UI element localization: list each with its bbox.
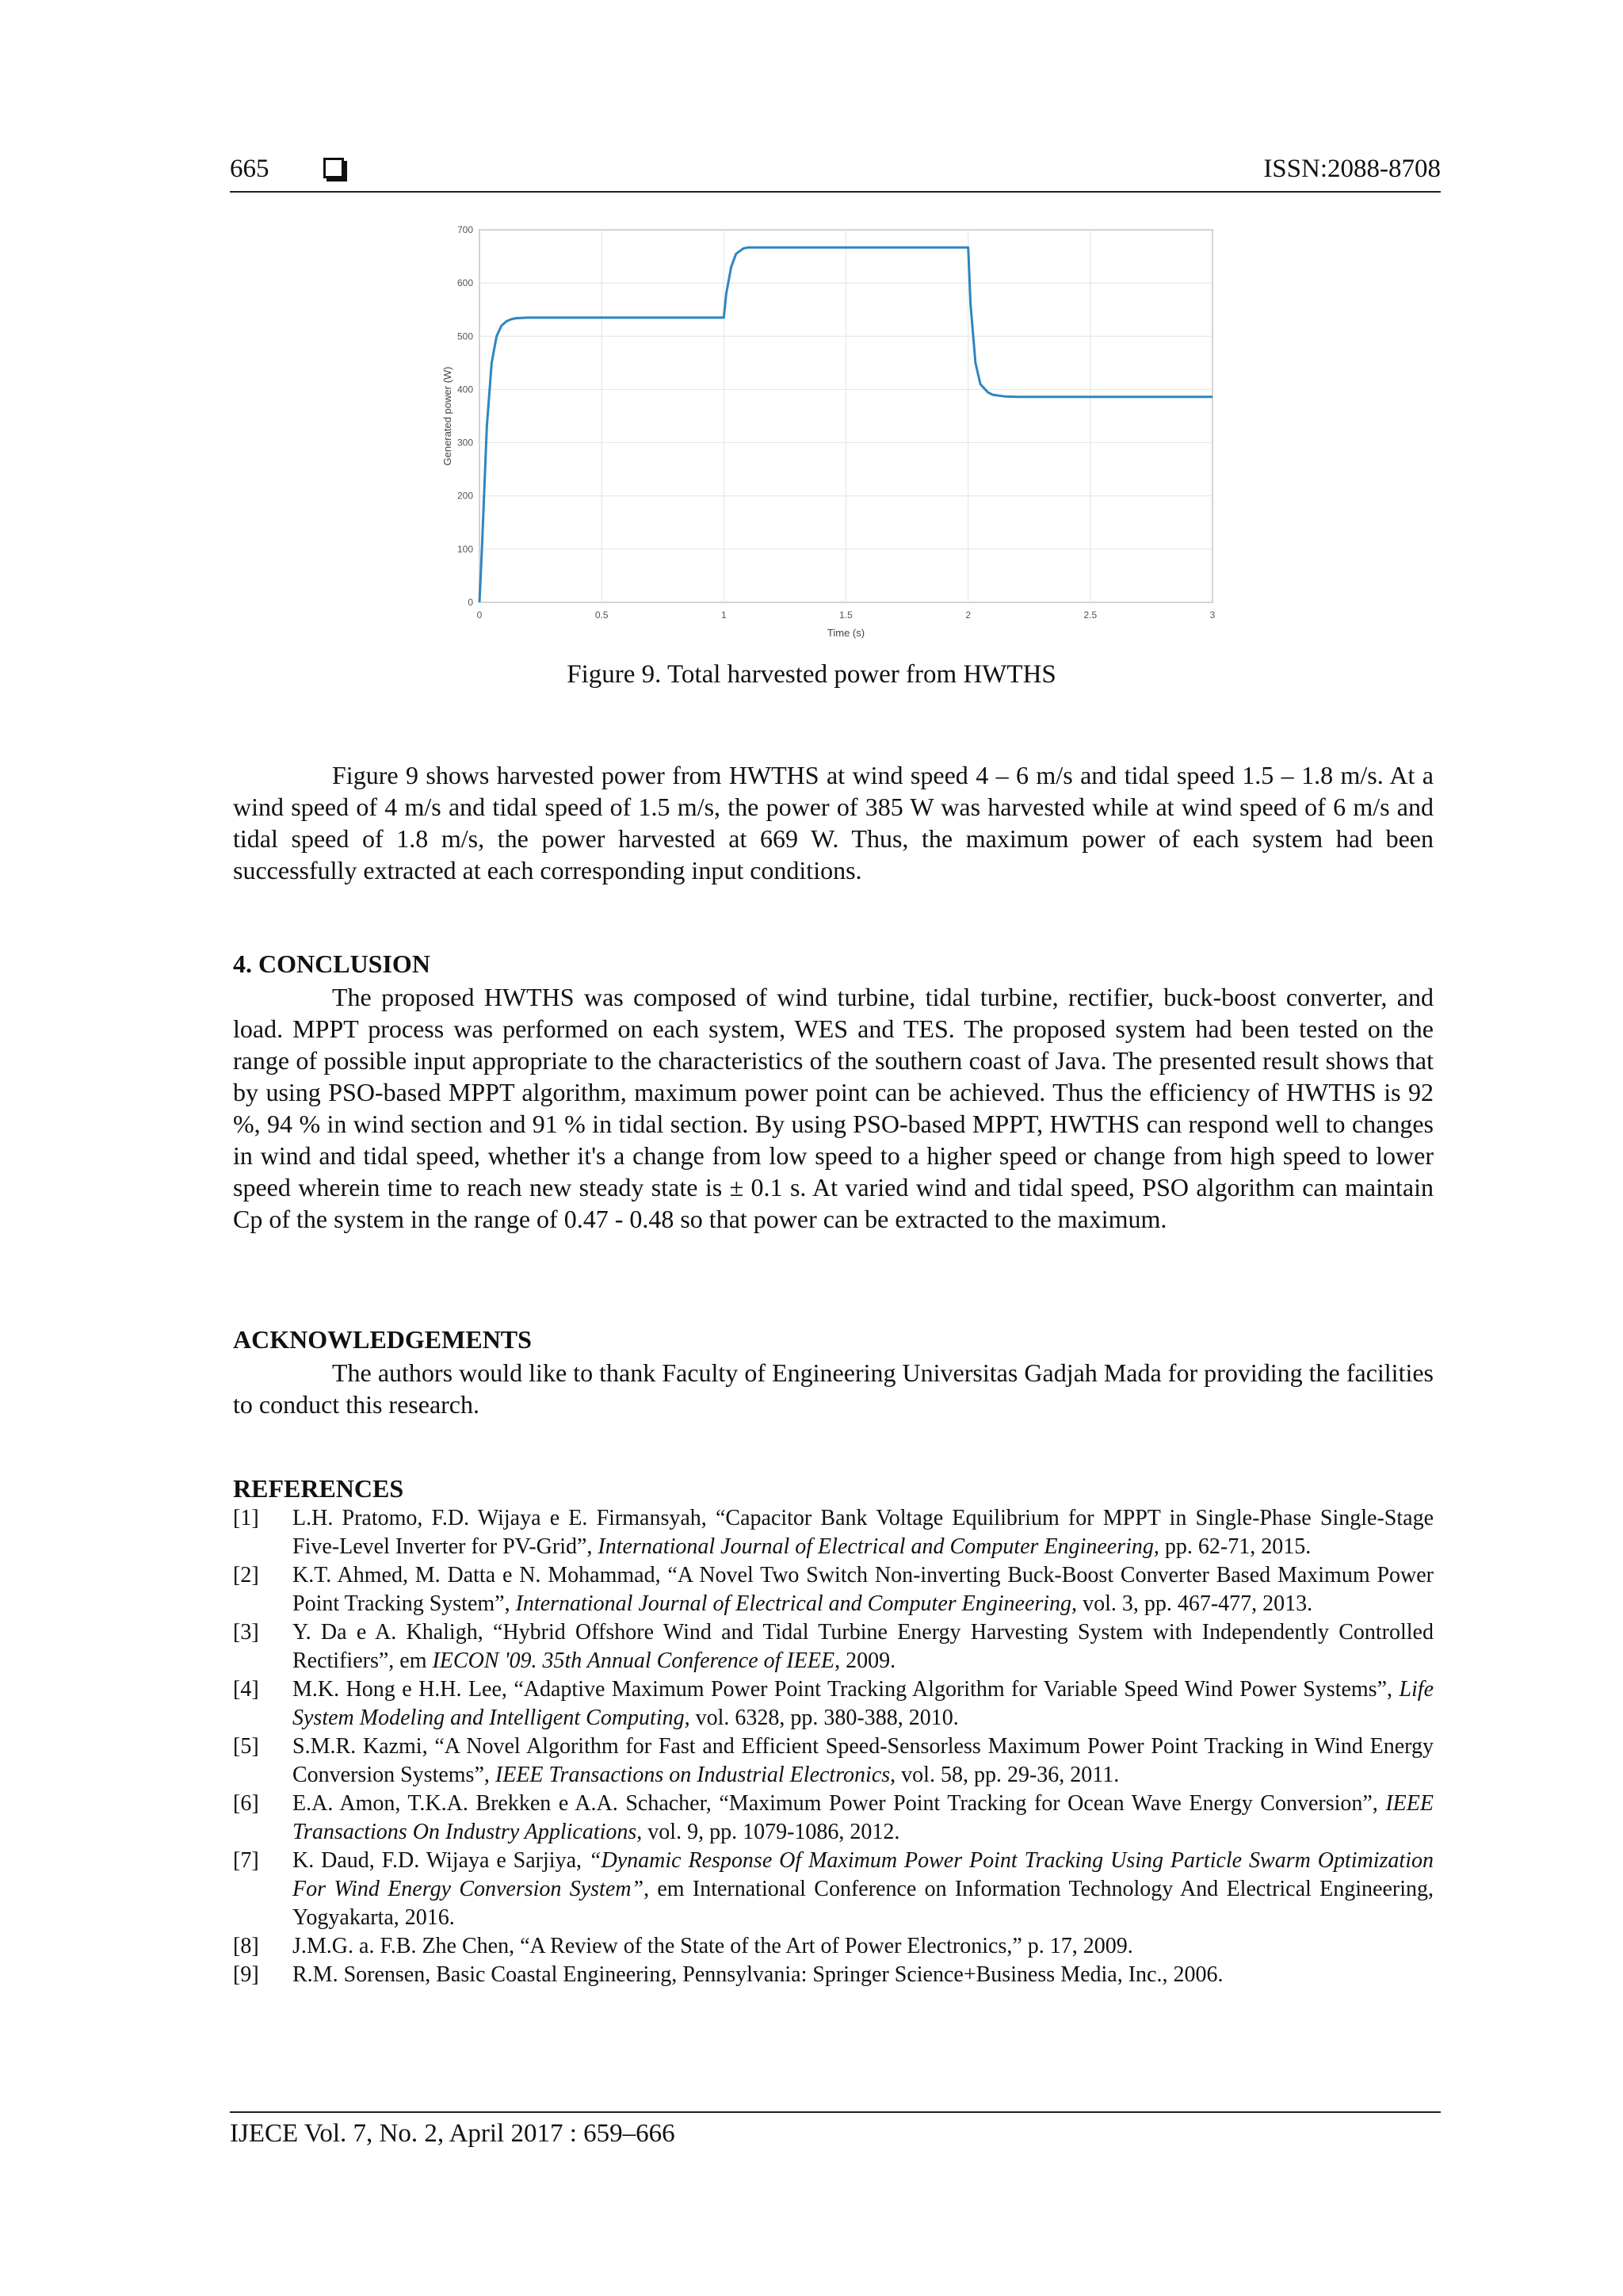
y-tick-label: 200 [456, 490, 473, 502]
y-tick-label: 100 [456, 543, 473, 555]
reference-number: [7] [233, 1848, 259, 1873]
reference-details: pp. 62-71, 2015. [1159, 1534, 1312, 1559]
y-tick-label: 700 [456, 224, 473, 235]
reference-item [233, 1790, 1434, 1847]
reference-details: , 2009. [834, 1648, 896, 1673]
checkbox-square-icon [323, 158, 344, 178]
x-tick-label: 3 [1209, 609, 1216, 621]
reference-item [233, 1932, 1434, 1961]
figure-caption: Figure 9. Total harvested power from HWTHS [567, 660, 1056, 689]
y-tick-label: 300 [456, 437, 473, 449]
issn: ISSN:2088-8708 [1263, 155, 1441, 183]
reference-details: , em International Conference on Information Technology And Electrical Engineering, Yogyakarta, 2016. [292, 1877, 1434, 1930]
reference-source: Life System Modeling and Intelligent Computing, [292, 1677, 1434, 1730]
reference-details: vol. 9, pp. 1079-1086, 2012. [642, 1820, 900, 1844]
reference-text: R.M. Sorensen, Basic Coastal Engineering, Pennsylvania: Springer Science+Business Media, Inc., 2006. [292, 1962, 1224, 1987]
acknowledgements-heading: ACKNOWLEDGEMENTS [233, 1325, 532, 1354]
reference-number: [4] [233, 1677, 259, 1702]
x-tick-label: 2 [965, 609, 972, 621]
reference-source: IECON '09. 35th Annual Conference of IEEE [432, 1648, 835, 1673]
references-list [233, 1504, 1434, 1989]
y-tick-label: 0 [468, 597, 473, 608]
reference-text: E.A. Amon, T.K.A. Brekken e A.A. Schacher, “Maximum Power Point Tracking for Ocean Wave Energy Conversion”, [292, 1791, 1386, 1816]
y-tick-label: 400 [456, 384, 473, 395]
y-axis-label: Generated power (W) [441, 366, 453, 466]
references-heading: REFERENCES [233, 1474, 404, 1503]
reference-details: vol. 58, pp. 29-36, 2011. [896, 1763, 1120, 1787]
reference-number: [5] [233, 1734, 259, 1759]
reference-source: International Journal of Electrical and Computer Engineering, [515, 1591, 1078, 1616]
page-number: 665 [230, 155, 269, 183]
page-footer: IJECE Vol. 7, No. 2, April 2017 : 659–666 [230, 2111, 1441, 2149]
reference-source: “Dynamic Response Of Maximum Power Point Tracking Using Particle Swarm Optimization For Wind Energy Conversion System” [292, 1848, 1434, 1901]
reference-text: J.M.G. a. F.B. Zhe Chen, “A Review of the State of the Art of Power Electronics,” p. 17, 2009. [292, 1934, 1133, 1958]
reference-item [233, 1733, 1434, 1790]
reference-item [233, 1961, 1434, 1989]
reference-number: [8] [233, 1934, 259, 1958]
y-tick-label: 600 [456, 277, 473, 289]
reference-details: vol. 6328, pp. 380-388, 2010. [689, 1706, 959, 1730]
reference-text: S.M.R. Kazmi, “A Novel Algorithm for Fast and Efficient Speed-Sensorless Maximum Power Point Tracking in Wind Energy Conversion Systems”, [292, 1734, 1434, 1787]
reference-number: [1] [233, 1506, 259, 1530]
reference-item [233, 1504, 1434, 1561]
power-chart [432, 218, 1224, 646]
reference-item [233, 1561, 1434, 1618]
x-axis-label: Time (s) [827, 627, 865, 639]
acknowledgements-paragraph: The authors would like to thank Faculty of Engineering Universitas Gadjah Mada for providing the facilities to conduct this research. [233, 1358, 1434, 1419]
reference-text: L.H. Pratomo, F.D. Wijaya e E. Firmansyah, “Capacitor Bank Voltage Equilibrium for MPPT in Single-Phase Single-Stage Five-Level Inverter for PV-Grid”, [292, 1506, 1434, 1559]
reference-source: International Journal of Electrical and Computer Engineering, [598, 1534, 1159, 1559]
reference-item [233, 1675, 1434, 1733]
conclusion-heading: 4. CONCLUSION [233, 949, 430, 978]
page-header [230, 155, 1441, 193]
x-tick-label: 0 [476, 609, 483, 621]
reference-text: Y. Da e A. Khaligh, “Hybrid Offshore Wind and Tidal Turbine Energy Harvesting System with Independently Controlled Rectifiers”, em [292, 1620, 1434, 1673]
reference-text: K.T. Ahmed, M. Datta e N. Mohammad, “A Novel Two Switch Non-inverting Buck-Boost Converter Based Maximum Power Point Tracking System”, [292, 1563, 1434, 1616]
reference-source: IEEE Transactions On Industry Applications, [292, 1791, 1434, 1844]
reference-number: [2] [233, 1563, 259, 1587]
reference-text: K. Daud, F.D. Wijaya e Sarjiya, [292, 1848, 589, 1873]
x-tick-label: 1 [720, 609, 727, 621]
conclusion-paragraph: The proposed HWTHS was composed of wind turbine, tidal turbine, rectifier, buck-boost converter, and load. MPPT process was performed on each system, WES and TES. The proposed system had been tested on the range of possible input appropriate to the characteristics of the southern coast of Java. The presented result shows that by using PSO-based MPPT algorithm, maximum power point can be achieved. Thus the efficiency of HWTHS is 92 %, 94 % in wind section and 91 % in tidal section. By using PSO-based MPPT, HWTHS can respond well to changes in wind and tidal speed, whether it's a change from low speed to a higher speed or change from high speed to lower speed wherein time to reach new steady state is ± 0.1 s. At varied wind and tidal speed, PSO algorithm can maintain Cp of the system in the range of 0.47 - 0.48 so that power can be extracted to the maximum. [233, 983, 1434, 1233]
reference-number: [6] [233, 1791, 259, 1816]
reference-item [233, 1847, 1434, 1932]
x-tick-label: 2.5 [1083, 609, 1098, 621]
reference-source: IEEE Transactions on Industrial Electronics, [495, 1763, 896, 1787]
reference-number: [3] [233, 1620, 259, 1645]
reference-details: vol. 3, pp. 467-477, 2013. [1077, 1591, 1313, 1616]
reference-item [233, 1618, 1434, 1675]
x-tick-label: 0.5 [594, 609, 609, 621]
figure-discussion-paragraph: Figure 9 shows harvested power from HWTHS at wind speed 4 – 6 m/s and tidal speed 1.5 – 1.8 m/s. At a wind speed of 4 m/s and tidal speed of 1.5 m/s, the power of 385 W was harvested while at wind speed of 6 m/s and tidal speed of 1.8 m/s, the power harvested at 669 W. Thus, the maximum power of each system had been successfully extracted at each corresponding input conditions. [233, 761, 1434, 884]
x-tick-label: 1.5 [839, 609, 853, 621]
reference-text: M.K. Hong e H.H. Lee, “Adaptive Maximum Power Point Tracking Algorithm for Variable Speed Wind Power Systems”, [292, 1677, 1400, 1702]
reference-number: [9] [233, 1962, 259, 1987]
y-tick-label: 500 [456, 330, 473, 342]
